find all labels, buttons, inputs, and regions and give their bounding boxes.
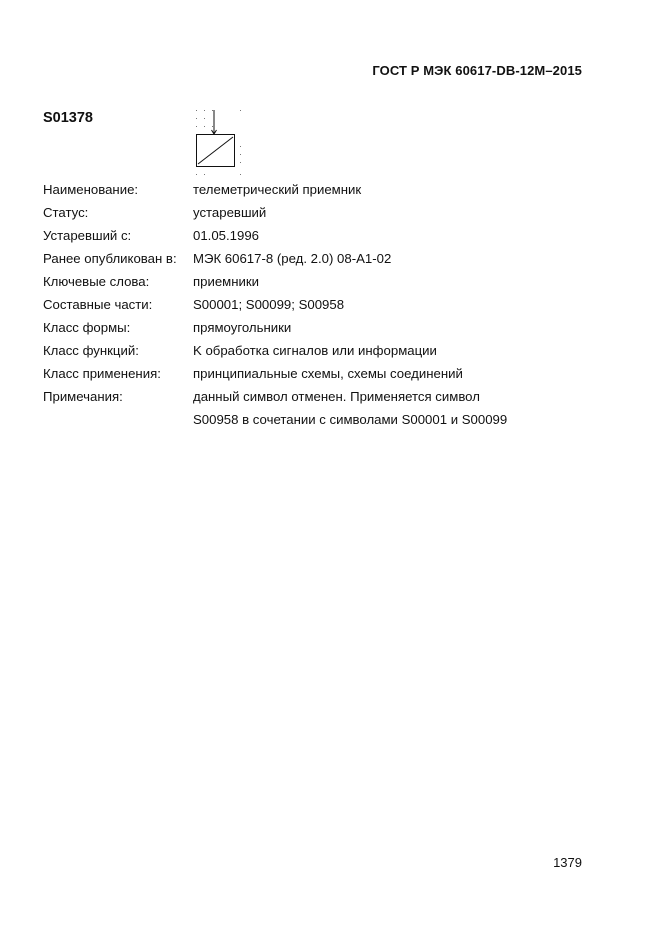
notes-text — [193, 385, 563, 431]
property-row-function-class — [43, 339, 563, 362]
property-value: 01.05.1996 — [193, 228, 260, 243]
notes-line: данный символ отменен. Применяется символ — [193, 389, 480, 404]
property-value: МЭК 60617-8 (ред. 2.0) 08-A1-02 — [193, 251, 392, 266]
property-label: Составные части: — [43, 297, 153, 312]
property-label: Наименование: — [43, 182, 139, 197]
property-value: S00001; S00099; S00958 — [193, 297, 345, 312]
property-row-shape-class — [43, 316, 563, 339]
property-row-status — [43, 201, 563, 224]
property-row-notes — [43, 385, 563, 431]
property-value: принципиальные схемы, схемы соединений — [193, 366, 463, 381]
receiver-symbol-graphic — [192, 106, 244, 176]
property-value: приемники — [193, 274, 260, 289]
property-value: устаревший — [193, 205, 267, 220]
symbol-id: S01378 — [43, 110, 93, 126]
property-label: Ключевые слова: — [43, 274, 150, 289]
property-value: прямоугольники — [193, 320, 292, 335]
property-label: Класс функций: — [43, 343, 139, 358]
symbol-diagonal — [198, 137, 233, 164]
property-row-keywords — [43, 270, 563, 293]
property-label: Класс применения: — [43, 366, 161, 381]
property-row-application-class — [43, 362, 563, 385]
properties-list — [43, 178, 563, 431]
notes-line: S00958 в сочетании с символами S00001 и S00099 — [193, 412, 508, 427]
property-row-obsolete-since — [43, 224, 563, 247]
property-label: Класс формы: — [43, 320, 131, 335]
property-row-previously-published — [43, 247, 563, 270]
property-label: Статус: — [43, 205, 89, 220]
property-label: Устаревший с: — [43, 228, 132, 243]
document-header: ГОСТ Р МЭК 60617-DB-12M–2015 — [372, 63, 582, 78]
property-row-name — [43, 178, 563, 201]
property-label: Ранее опубликован в: — [43, 251, 177, 266]
page-number: 1379 — [553, 855, 582, 870]
notes-label: Примечания: — [43, 389, 123, 404]
property-value: K обработка сигналов или информации — [193, 343, 437, 358]
property-row-components — [43, 293, 563, 316]
property-value: телеметрический приемник — [193, 182, 362, 197]
